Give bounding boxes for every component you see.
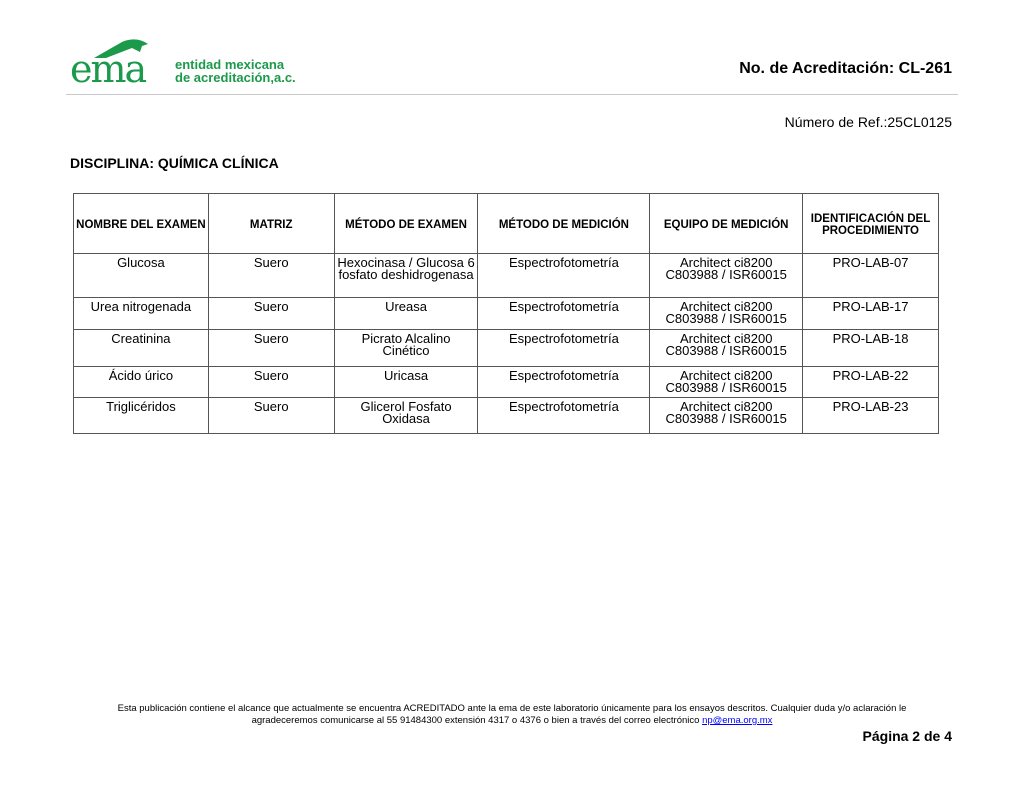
discipline-title: DISCIPLINA: QUÍMICA CLÍNICA [70,155,279,171]
table-cell: Espectrofotometría [478,330,650,367]
table-row [74,298,939,330]
column-header: MÉTODO DE EXAMEN [334,194,478,254]
org-name-line1: entidad mexicana [175,57,285,72]
table-cell: Architect ci8200 C803988 / ISR60015 [650,398,803,434]
logo-mark: ema [70,47,146,91]
table-row [74,330,939,367]
table-cell: Creatinina [74,330,209,367]
table-cell: Architect ci8200 C803988 / ISR60015 [650,330,803,367]
table-cell: Architect ci8200 C803988 / ISR60015 [650,367,803,398]
footer-line1: Esta publicación contiene el alcance que actualmente se encuentra ACREDITADO ante la ema de este laboratorio únicamente para los ensayos descritos. Cualquier duda y/o aclaración le [117,703,907,714]
table-cell: Suero [208,330,334,367]
reference-number: Número de Ref.:25CL0125 [784,114,952,130]
table-cell: Glicerol Fosfato Oxidasa [334,398,478,434]
table-row [74,254,939,298]
table-cell: Ácido úrico [74,367,209,398]
table-cell: Picrato Alcalino Cinético [334,330,478,367]
column-header: MÉTODO DE MEDICIÓN [478,194,650,254]
table-row [74,367,939,398]
table-cell: Espectrofotometría [478,254,650,298]
table-cell: PRO-LAB-17 [803,298,939,330]
table-cell: Suero [208,298,334,330]
footer-line2-text: agradeceremos comunicarse al 55 91484300 extensión 4317 o 4376 o bien a través del correo electrónico [251,715,700,726]
org-name-line2: de acreditación,a.c. [175,70,296,85]
scope-table [73,193,939,434]
column-header: IDENTIFICACIÓN DEL PROCEDIMIENTO [803,194,939,254]
table-header-row [74,194,939,254]
org-name [175,58,296,84]
table-row [74,398,939,434]
table-cell: PRO-LAB-07 [803,254,939,298]
table-cell: Suero [208,367,334,398]
table-cell: Suero [208,398,334,434]
table-cell: PRO-LAB-22 [803,367,939,398]
column-header: NOMBRE DEL EXAMEN [74,194,209,254]
table-cell: Glucosa [74,254,209,298]
page-number: Página 2 de 4 [862,728,952,744]
accreditation-number: No. de Acreditación: CL-261 [739,60,952,77]
table-cell: PRO-LAB-18 [803,330,939,367]
table-cell: Uricasa [334,367,478,398]
column-header: MATRIZ [208,194,334,254]
table-cell: Architect ci8200 C803988 / ISR60015 [650,298,803,330]
table-cell: Suero [208,254,334,298]
footer-line2 [60,715,964,727]
email-link[interactable]: np@ema.org.mx [702,715,773,726]
table-cell: Espectrofotometría [478,367,650,398]
table-cell: Architect ci8200 C803988 / ISR60015 [650,254,803,298]
table-cell: Hexocinasa / Glucosa 6 fosfato deshidrogenasa [334,254,478,298]
table-cell: PRO-LAB-23 [803,398,939,434]
table-cell: Urea nitrogenada [74,298,209,330]
table-cell: Triglicéridos [74,398,209,434]
table-cell: Ureasa [334,298,478,330]
column-header: EQUIPO DE MEDICIÓN [650,194,803,254]
table-cell: Espectrofotometría [478,398,650,434]
ema-logo [70,38,310,91]
header-divider [66,94,958,95]
footer-notice [60,703,964,727]
table-cell: Espectrofotometría [478,298,650,330]
